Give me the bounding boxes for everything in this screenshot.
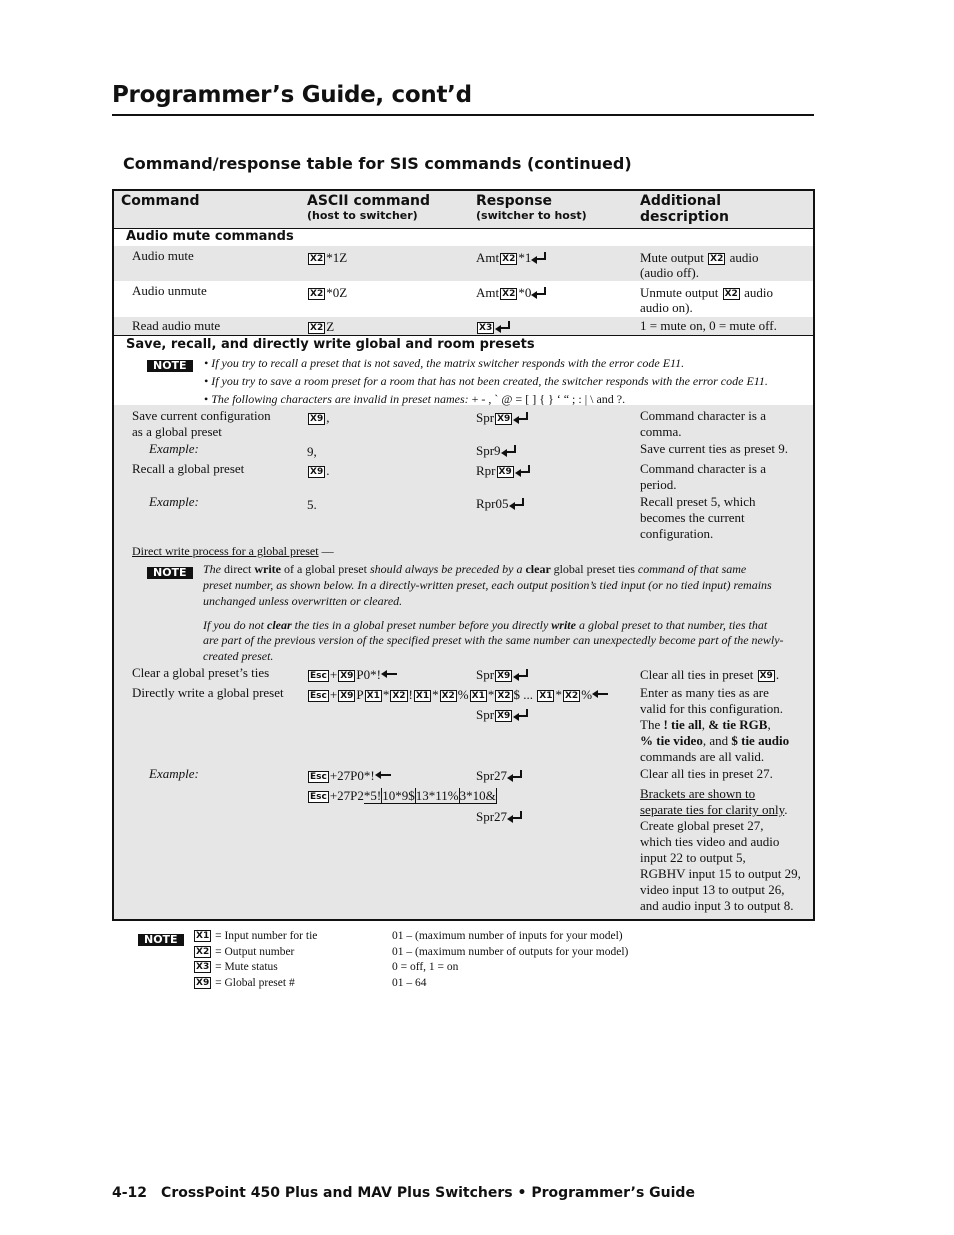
desc-read-audio-mute: 1 = mute on, 0 = mute off. <box>640 318 777 333</box>
x9-token: X9 <box>497 671 511 681</box>
x1-token: X1 <box>366 691 380 701</box>
ex-resp-write: Spr27 <box>476 809 523 825</box>
ex-ascii-save: 9, <box>307 444 317 459</box>
resp-direct-write: Spr X9 <box>476 707 529 723</box>
ex-desc-clear: Clear all ties in preset 27. <box>640 766 773 781</box>
header-description: description <box>640 209 729 225</box>
return-icon <box>507 811 523 821</box>
header-command: Command <box>121 193 200 209</box>
x2-token: X2 <box>310 289 324 299</box>
ex-desc-save: Save current ties as preset 9. <box>640 441 789 456</box>
header-ascii-sub: (host to switcher) <box>307 209 418 222</box>
return-icon <box>513 709 529 719</box>
desc-clear-preset-ties: Clear all ties in preset X9 . <box>640 667 780 682</box>
legend-item: X1 = Input number for tie <box>196 930 318 942</box>
return-icon <box>495 321 511 331</box>
x2-token: X2 <box>497 691 511 701</box>
left-arrow-icon <box>592 689 608 699</box>
resp-save-preset: Spr X9 <box>476 410 529 426</box>
direct-note-p2-line2: are part of the previous version of the specified preset with the same number can unexpectedly become part of the newly- <box>203 633 784 647</box>
desc-recall-preset-2: period. <box>640 477 677 492</box>
desc-direct-write-2: valid for this configuration. <box>640 701 783 716</box>
cmd-audio-mute: Audio mute <box>132 248 194 263</box>
page-title: Programmer’s Guide, cont’d <box>112 82 472 108</box>
header-response-sub: (switcher to host) <box>476 209 587 222</box>
direct-note-p2-line3: created preset. <box>203 649 274 663</box>
ascii-recall-preset: X9 . <box>310 463 330 478</box>
footer-text: CrossPoint 450 Plus and MAV Plus Switchers • Programmer’s Guide <box>161 1185 695 1201</box>
note-badge: NOTE <box>147 356 193 374</box>
x2-token: X2 <box>502 254 516 264</box>
desc-direct-write-3: The ! tie all, & tie RGB, <box>640 717 771 732</box>
group-divider <box>114 335 813 336</box>
group-audio-mute: Audio mute commands <box>126 229 294 244</box>
legend-range: 01 – (maximum number of outputs for your model) <box>392 946 629 958</box>
x9-token: X9 <box>759 671 773 681</box>
x9-token: X9 <box>310 467 324 477</box>
legend-range: 01 – 64 <box>392 977 427 989</box>
left-arrow-icon <box>375 770 391 780</box>
ex-desc-line: which ties video and audio <box>640 834 780 849</box>
ascii-clear-preset-ties: Esc + X9 P0*! <box>307 667 397 683</box>
page-footer <box>112 1185 695 1201</box>
legend-range: 01 – (maximum number of inputs for your model) <box>392 930 623 942</box>
x9-token: X9 <box>310 414 324 424</box>
cmd-direct-write: Directly write a global preset <box>132 685 284 700</box>
ex-desc-brackets-2: separate ties for clarity only. <box>640 802 788 817</box>
note-bullet-3: • The following characters are invalid in preset names: + - , ` @ = [ ] { } ‘ “ ; : | \ and ?. <box>204 392 626 406</box>
x1-token: X1 <box>415 691 430 701</box>
return-icon <box>501 445 517 455</box>
x2-token: X2 <box>710 254 724 264</box>
ex-desc-line: Create global preset 27, <box>640 818 764 833</box>
ex-desc-line: input 22 to output 5, <box>640 850 746 865</box>
example-label: Example: <box>149 494 199 509</box>
return-icon <box>513 412 529 422</box>
desc-audio-unmute-2: audio on). <box>640 300 693 315</box>
cmd-save-preset-2: as a global preset <box>132 424 222 439</box>
esc-token: Esc <box>310 671 327 681</box>
esc-token: Esc <box>310 691 327 701</box>
desc-audio-unmute: Unmute output X2 audio <box>640 285 773 300</box>
ascii-audio-unmute: X2 *0Z <box>310 285 348 300</box>
header-additional: Additional <box>640 193 721 209</box>
x9-token: X9 <box>497 414 511 424</box>
x9-token: X9 <box>497 711 511 721</box>
desc-direct-write-5: commands are all valid. <box>640 749 765 764</box>
ascii-direct-write: Esc + X9 P X1 * X2 ! X1 * X2 % X1 * X2 $ ... X1 * X2 % <box>307 687 608 703</box>
desc-direct-write-1: Enter as many ties as are <box>640 685 769 700</box>
ex-ascii-clear: Esc +27P0*! <box>307 768 391 784</box>
x9-token: X9 <box>340 691 354 701</box>
ex-desc-recall-3: configuration. <box>640 526 714 541</box>
cmd-clear-preset-ties: Clear a global preset’s ties <box>132 665 270 680</box>
resp-read-audio-mute <box>476 319 511 335</box>
x2-token: X2 <box>310 254 324 264</box>
ascii-save-preset: X9 , <box>310 410 330 425</box>
direct-note-p1-line1: The direct write of a global preset should always be preceded by a clear global preset ties command of that same <box>203 562 747 576</box>
return-icon <box>509 498 525 508</box>
group-presets: Save, recall, and directly write global and room presets <box>126 337 535 352</box>
resp-clear-preset-ties: Spr X9 <box>476 667 529 683</box>
legend-item: X2 = Output number <box>196 946 295 958</box>
x2-token: X2 <box>502 289 516 299</box>
ex-desc-line: video input 13 to output 26, <box>640 882 785 897</box>
example-label: Example: <box>149 766 199 781</box>
title-divider <box>112 114 814 116</box>
desc-save-preset: Command character is a <box>640 408 766 423</box>
x9-token: X9 <box>340 671 354 681</box>
section-title: Command/response table for SIS commands (continued) <box>123 154 632 173</box>
left-arrow-icon <box>381 669 397 679</box>
resp-audio-mute: Amt X2 *1 <box>476 250 547 266</box>
note-bullet-2: • If you try to save a room preset for a room that has not been created, the switcher responds with the error code E11. <box>204 374 768 388</box>
cmd-save-preset: Save current configuration <box>132 408 271 423</box>
direct-note-p1-line2: preset number, as shown below. In a directly-written preset, each output position’s tied input (or no tied input) remains <box>203 578 772 592</box>
example-label: Example: <box>149 441 199 456</box>
ex-ascii-recall: 5. <box>307 497 317 512</box>
cmd-audio-unmute: Audio unmute <box>132 283 207 298</box>
x1-token: X1 <box>471 691 485 701</box>
x1-token: X1 <box>539 691 553 701</box>
return-icon <box>515 465 531 475</box>
esc-token: Esc <box>310 772 327 782</box>
direct-write-heading: Direct write process for a global preset — <box>132 544 334 558</box>
note-badge: NOTE <box>138 930 184 948</box>
ex-desc-recall-2: becomes the current <box>640 510 745 525</box>
desc-audio-mute-2: (audio off). <box>640 265 699 280</box>
x2-token: X2 <box>441 691 455 701</box>
cmd-read-audio-mute: Read audio mute <box>132 318 221 333</box>
direct-note-p1-line3: unchanged unless overwritten or cleared. <box>203 594 403 608</box>
legend-item: X3 = Mute status <box>196 961 278 973</box>
legend-range: 0 = off, 1 = on <box>392 961 459 973</box>
ex-desc-brackets-1: Brackets are shown to <box>640 786 756 801</box>
return-icon <box>531 287 547 297</box>
ex-desc-recall: Recall preset 5, which <box>640 494 756 509</box>
ex-resp-save: Spr9 <box>476 443 517 459</box>
ascii-audio-mute: X2 *1Z <box>310 250 348 265</box>
note-bullet-1: • If you try to recall a preset that is not saved, the matrix switcher responds with the error code E11. <box>204 356 685 370</box>
header-response: Response <box>476 193 553 209</box>
x2-token: X2 <box>392 691 406 701</box>
ex-desc-line: and audio input 3 to output 8. <box>640 898 794 913</box>
ascii-read-audio-mute: X2 Z <box>310 319 335 334</box>
return-icon <box>531 252 547 262</box>
resp-audio-unmute: Amt X2 *0 <box>476 285 547 301</box>
x9-token: X9 <box>498 467 512 477</box>
x2-token: X2 <box>310 323 324 333</box>
resp-recall-preset: Rpr X9 <box>476 463 531 479</box>
ex-desc-line: RGBHV input 15 to output 29, <box>640 866 801 881</box>
note-badge: NOTE <box>147 563 193 581</box>
return-icon <box>507 770 523 780</box>
ex-resp-recall: Rpr05 <box>476 496 525 512</box>
desc-audio-mute: Mute output X2 audio <box>640 250 759 265</box>
desc-recall-preset: Command character is a <box>640 461 766 476</box>
direct-note-p2-line1: If you do not clear the ties in a global preset number before you directly write a global preset to that number, ties that <box>203 618 768 632</box>
x3-token: X3 <box>479 323 493 333</box>
ex-resp-clear: Spr27 <box>476 768 523 784</box>
desc-direct-write-4: % tie video, and $ tie audio <box>640 733 790 748</box>
cmd-recall-preset: Recall a global preset <box>132 461 245 476</box>
desc-save-preset-2: comma. <box>640 424 682 439</box>
legend-item: X9 = Global preset # <box>196 977 295 989</box>
ex-ascii-write: Esc +27P2*5!10*9$13*11%3*10& <box>310 788 496 803</box>
header-ascii: ASCII command <box>307 193 431 209</box>
esc-token: Esc <box>310 792 327 802</box>
return-icon <box>513 669 529 679</box>
page-number: 4-12 <box>112 1185 148 1201</box>
x2-token: X2 <box>724 289 738 299</box>
command-table <box>112 189 815 921</box>
x2-token: X2 <box>564 691 579 701</box>
